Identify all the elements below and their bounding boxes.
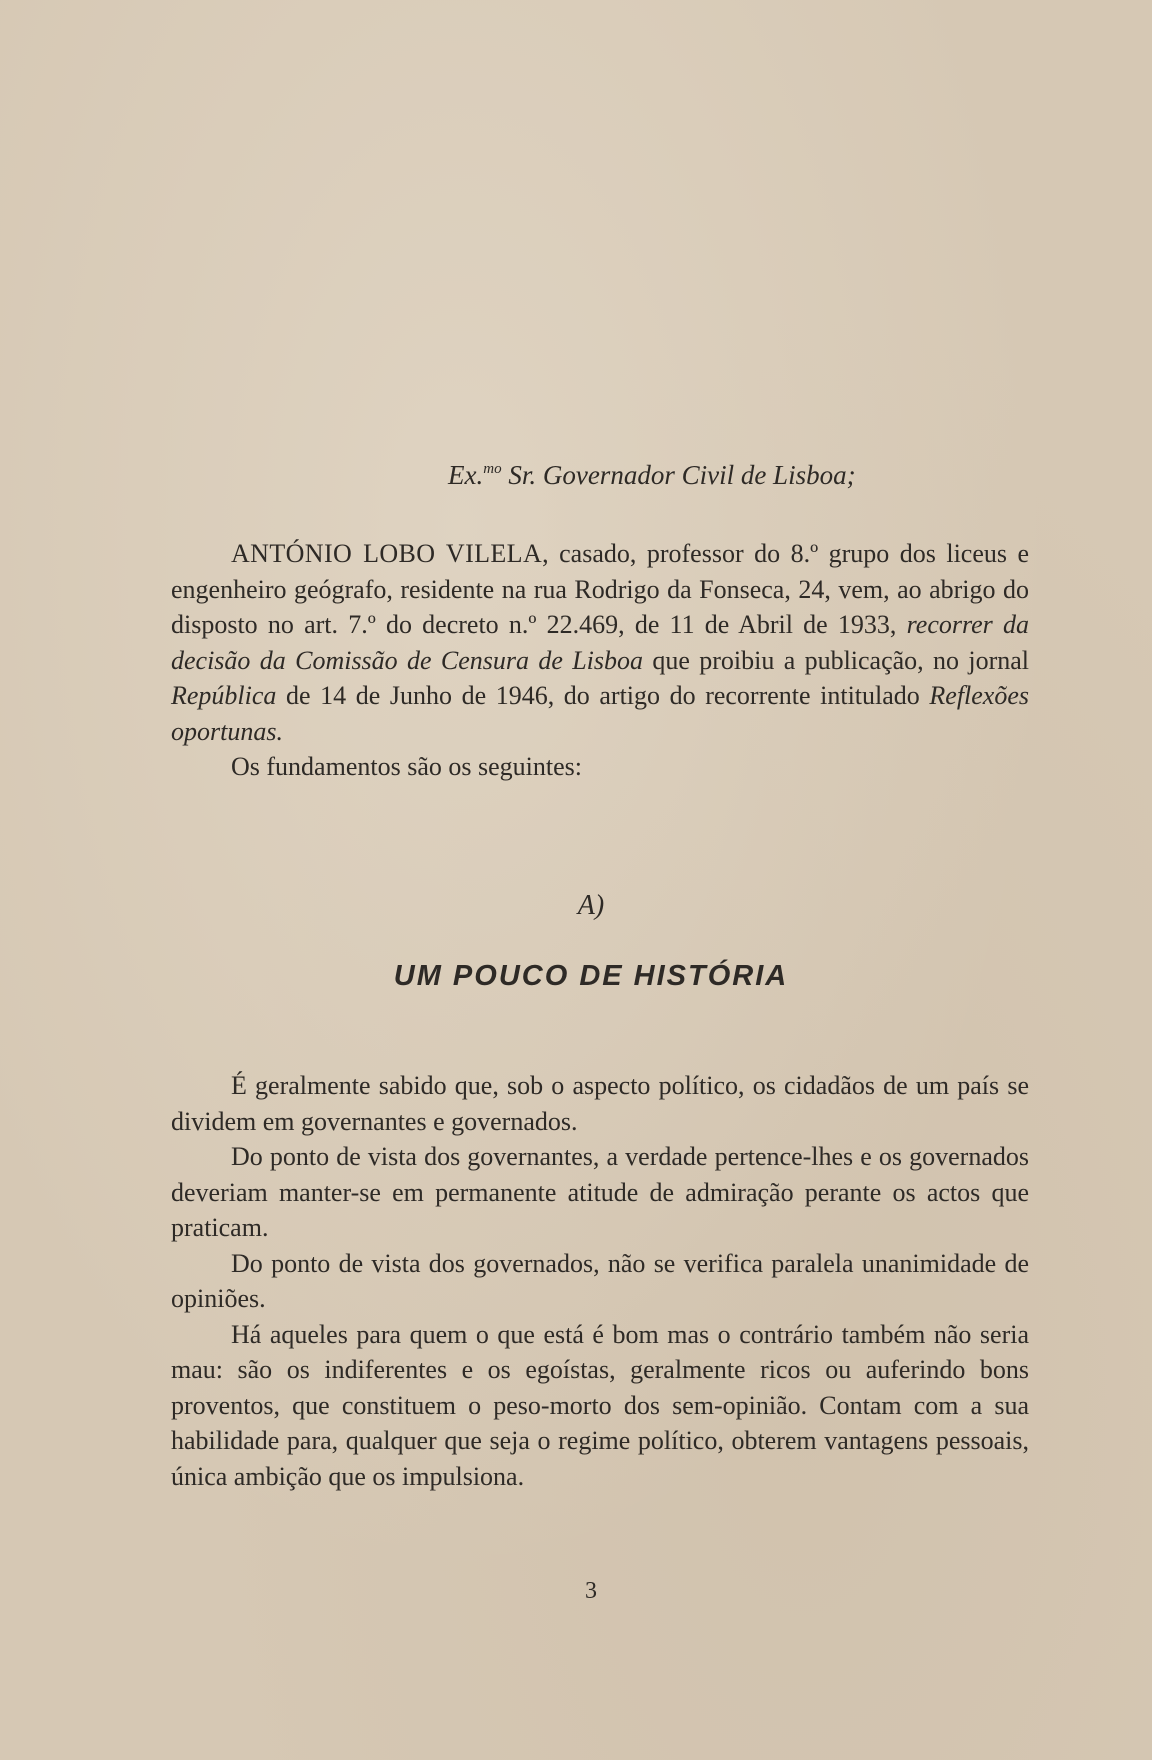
intro-text-2: que proibiu a publicação, no jornal bbox=[643, 645, 1029, 675]
section-letter: A) bbox=[577, 890, 605, 921]
article-title: Reflexões oportunas. bbox=[171, 681, 1029, 746]
body-paragraph: Do ponto de vista dos governantes, a verdade pertence-lhes e os governados deveriam manter-se em permanente atitude de admiração perante os actos que praticam. bbox=[171, 1142, 1029, 1242]
body-paragraph: É geralmente sabido que, sob o aspecto político, os cidadãos de um país se dividem em governantes e governados. bbox=[171, 1071, 1029, 1136]
intro-paragraph bbox=[171, 536, 1029, 749]
salutation-prefix: Ex. bbox=[448, 460, 484, 490]
body-paragraph: Há aqueles para quem o que está é bom mas o contrário também não seria mau: são os indiferentes e os egoístas, geralmente ricos ou auferindo bons proventos, que constituem o peso-morto dos sem-opinião. Contam com a sua habilidade para, qualquer que seja o regime político, obterem vantagens pessoais, única ambição que os impulsiona. bbox=[171, 1319, 1029, 1491]
salutation bbox=[448, 460, 1008, 491]
petitioner-name: ANTÓNIO LOBO VILELA bbox=[231, 539, 543, 568]
intro-block bbox=[171, 536, 1029, 785]
fundamentos-paragraph: Os fundamentos são os seguintes: bbox=[231, 752, 582, 781]
salutation-superscript: mo bbox=[483, 461, 502, 477]
body-block bbox=[171, 1068, 1029, 1494]
intro-italic-appeal: recorrer da decisão da Comissão de Censura de Lisboa bbox=[171, 610, 1029, 675]
intro-text-1: , casado, professor do 8.º grupo dos liceus e engenheiro geógrafo, residente na rua Rodrigo da Fonseca, 24, vem, ao abrigo do disposto no art. 7.º do decreto n.º 22.469, de 11 de Abril de 1933, bbox=[171, 539, 1030, 639]
section-title: UM POUCO DE HISTÓRIA bbox=[393, 960, 789, 992]
page-number: 3 bbox=[585, 1578, 597, 1604]
newspaper-name: República bbox=[171, 681, 277, 710]
body-paragraph: Do ponto de vista dos governados, não se verifica paralela unanimidade de opiniões. bbox=[171, 1248, 1029, 1313]
salutation-rest: Sr. Governador Civil de Lisboa; bbox=[501, 460, 856, 490]
intro-text-3: de 14 de Junho de 1946, do artigo do recorrente intitulado bbox=[276, 681, 930, 710]
